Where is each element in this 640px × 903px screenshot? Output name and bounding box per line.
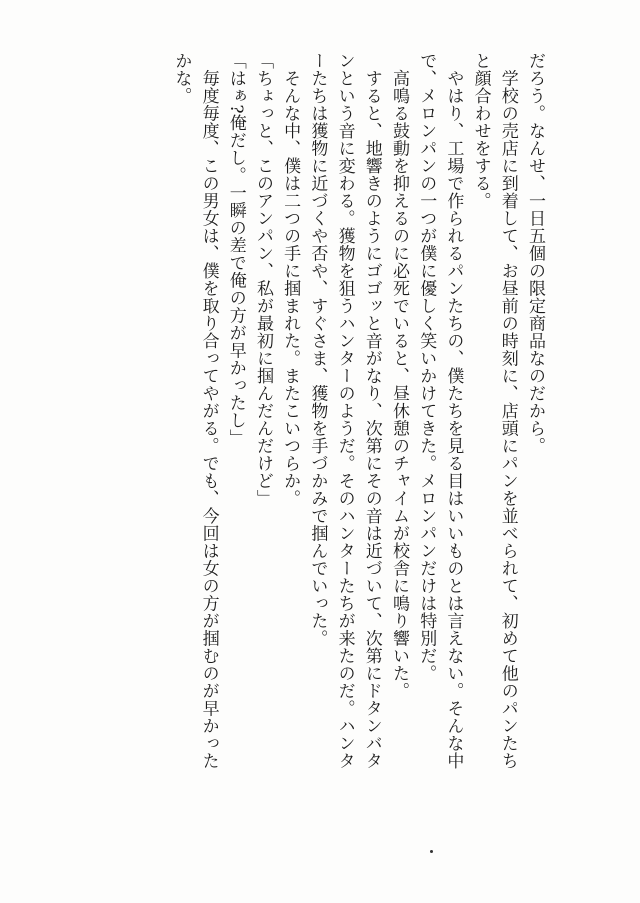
text-line: ーたちは獲物に近づくや否や、すぐさま、獲物を手づかみで掴んでいった。	[307, 52, 328, 647]
vertical-text-body	[58, 52, 548, 812]
scan-speck	[430, 850, 433, 853]
text-line: 「はぁ?俺だし。一瞬の差で俺の方が早かったし」	[225, 52, 246, 447]
text-line: すると、地響きのようにゴゴッと音がなり、次第にその音は近づいて、次第にドタンバタ	[361, 52, 382, 770]
text-line: かな。	[171, 52, 192, 105]
text-line: 「ちょっと、このアンパン、私が最初に掴んだんだけど」	[252, 52, 273, 507]
text-line: 毎度毎度、この男女は、僕を取り合ってやがる。でも、今回は女の方が掴むのが早かった	[198, 52, 219, 770]
text-line: そんな中、僕は二つの手に掴まれた。またこいつらか。	[280, 52, 301, 507]
text-line: やはり、工場で作られるパンたちの、僕たちを見る目はいいものとは言えない。そんな中	[443, 52, 464, 770]
text-line: だろう。なんせ、一日五個の限定商品なのだから。	[525, 52, 545, 455]
text-line: 高鳴る鼓動を抑えるのに必死でいると、昼休憩のチャイムが校舎に鳴り響いた。	[388, 52, 409, 700]
text-line: と顔合わせをする。	[470, 52, 491, 210]
text-line: ンという音に変わる。獲物を狙うハンターのようだ。そのハンターたちが来たのだ。ハンタ	[334, 52, 355, 770]
text-line: で、メロンパンの一つが僕に優しく笑いかけてきた。メロンパンだけは特別だ。	[416, 52, 437, 682]
text-line: 学校の売店に到着して、お昼前の時刻に、店頭にパンを並べられて、初めて他のパンたち	[497, 52, 518, 770]
